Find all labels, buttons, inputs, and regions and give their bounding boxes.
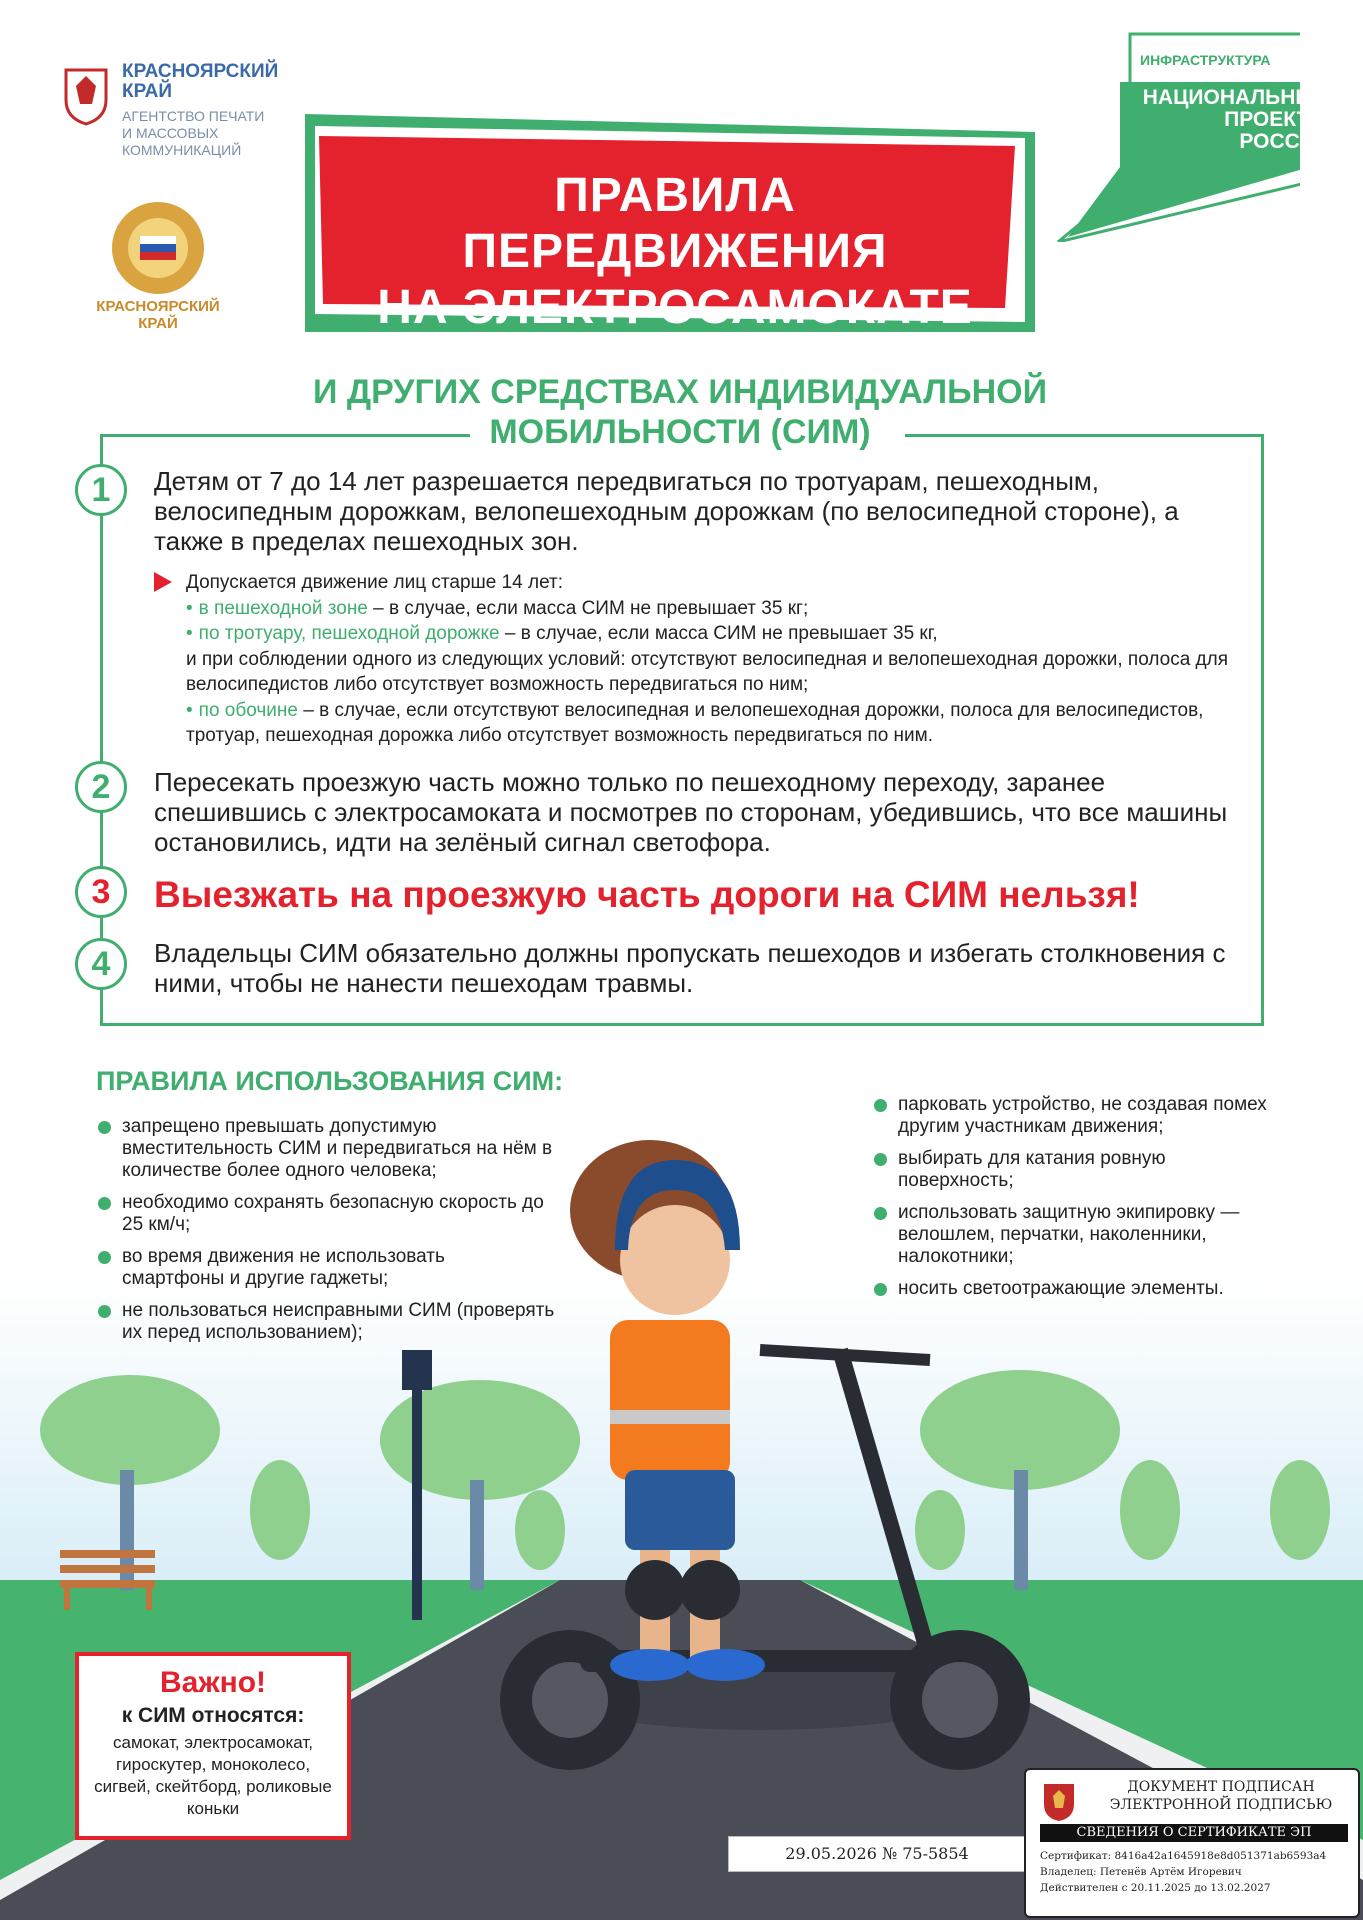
rule-number-4: 4: [75, 938, 127, 990]
important-box: [75, 1652, 351, 1840]
title-line-1: ПРАВИЛА ПЕРЕДВИЖЕНИЯ: [462, 169, 888, 278]
usage-right-item: [898, 1094, 1298, 1138]
bullet-icon: [874, 1283, 887, 1296]
usage-left-item: [122, 1300, 562, 1344]
krasnoyarsk-crest-icon: [62, 64, 110, 126]
rule-1-a-text: – в случае, если масса СИМ не превышает 35 кг;: [367, 597, 809, 619]
usage-left-item: [122, 1246, 522, 1290]
signature-line-1: ДОКУМЕНТ ПОДПИСАН: [1127, 1779, 1315, 1795]
registration-stamp: 29.05.2026 № 75-5854: [728, 1836, 1026, 1872]
usage-right-text-3: использовать защитную экипировку — велошлем, перчатки, наколенники, налокотники;: [898, 1202, 1240, 1267]
bullet-icon: [874, 1099, 887, 1112]
bullet-icon: [98, 1197, 111, 1210]
usage-right-text-4: носить светоотражающие элементы.: [898, 1278, 1224, 1299]
bullet-icon: [98, 1121, 111, 1134]
rule-1-b-key: по тротуару, пешеходной дорожке: [198, 623, 500, 644]
important-heading: Важно!: [159, 1666, 267, 1699]
region-name: КРАСНОЯРСКИЙ КРАЙ: [122, 61, 279, 102]
rule-4-text: Владельцы СИМ обязательно должны пропускать пешеходов и избегать столкновения с ними, чтобы не нанести пешеходам травмы.: [154, 938, 1226, 998]
certificate-owner: Владелец: Петенёв Артём Игоревич: [1040, 1866, 1242, 1878]
usage-left-text-4: не пользоваться неисправными СИМ (проверять их перед использованием);: [122, 1300, 555, 1343]
usage-left-item: [122, 1192, 562, 1236]
certificate-validity: Действителен с 20.11.2025 до 13.02.2027: [1040, 1882, 1271, 1894]
agency-line-3: КОММУНИКАЦИЙ: [122, 142, 242, 158]
rule-number-1: 1: [75, 464, 127, 516]
rule-3-text: Выезжать на проезжую часть дороги на СИМ нельзя!: [154, 874, 1140, 915]
np-title: НАЦИОНАЛЬНЫЕ ПРОЕКТЫ РОССИИ: [1142, 86, 1330, 153]
usage-left-text-1: запрещено превышать допустимую вместительность СИМ и передвигаться на нём в количестве более одного человека;: [122, 1116, 553, 1181]
important-body: самокат, электросамокат, гироскутер, моноколесо, сигвей, скейтборд, роликовые коньки: [94, 1733, 332, 1818]
arrow-icon: [154, 572, 172, 592]
rule-1-text: Детям от 7 до 14 лет разрешается передвигаться по тротуарам, пешеходным, велосипедным дорожкам, велопешеходным дорожкам (по велосипедной стороне), а также в пределах пешеходных зон.: [154, 466, 1179, 556]
page-title: [340, 168, 1010, 336]
usage-left-item: [122, 1116, 562, 1182]
agency-line-2: И МАССОВЫХ: [122, 125, 219, 141]
national-projects-logo: [1040, 32, 1330, 242]
certificate-info: [1040, 1848, 1356, 1896]
bullet-icon: [874, 1153, 887, 1166]
bullet-icon: [98, 1251, 111, 1264]
rule-1-a-key: в пешеходной зоне: [198, 597, 368, 619]
bullet-icon: [98, 1305, 111, 1318]
signature-stamp: [1024, 1768, 1360, 1918]
signature-heading: [1096, 1778, 1346, 1814]
rule-1-c-text: – в случае, если отсутствуют велосипедная и велопешеходная дорожки, полоса для велосипедистов, тротуар, пешеходная дорожка либо отсутствует возможность передвигаться по ним.: [186, 699, 1204, 746]
gibdd-caption: КРАСНОЯРСКИЙ КРАЙ: [96, 298, 220, 332]
rule-1-b-conditions: и при соблюдении одного из следующих условий: отсутствуют велосипедная и велопешеходная дорожки, полоса для велосипедистов либо отсутствует возможность передвигаться по ним;: [186, 648, 1229, 695]
rule-2-text: Пересекать проезжую часть можно только по пешеходному переходу, заранее спешившись с электросамоката и посмотрев по сторонам, убедившись, что все машины остановились, идти на зелёный сигнал светофора.: [154, 767, 1228, 857]
rule-number-2: 2: [75, 761, 127, 813]
rule-1-details: Допускается движение лиц старше 14 лет: • в пешеходной зоне – в случае, если масса СИМ не превышает 35 кг; • по тротуару, пешеходной дорожке – в случае, если масса СИМ не превышает 35 кг, и при соблюдении одного из следующих условий: отсутствуют велосипедная и велопешеходная дорожки, полоса для велосипедистов либо отсутствует возможность передвигаться по ним; • по обочине – в случае, если отсутствуют велосипедная и велопешеходная дорожки, полоса для велосипедистов, тротуар, пешеходная дорожка либо отсутствует возможность передвигаться по ним.: [186, 570, 1256, 749]
subtitle-line-1: И ДРУГИХ СРЕДСТВАХ ИНДИВИДУАЛЬНОЙ: [312, 373, 1048, 411]
frame-top-right: [905, 434, 1264, 437]
usage-left-text-3: во время движения не использовать смартфоны и другие гаджеты;: [122, 1246, 445, 1289]
important-subheading: к СИМ относятся:: [121, 1704, 305, 1727]
agency-line-1: АГЕНТСТВО ПЕЧАТИ: [122, 108, 265, 124]
frame-top-left: [100, 434, 470, 437]
usage-heading: ПРАВИЛА ИСПОЛЬЗОВАНИЯ СИМ:: [96, 1066, 564, 1096]
usage-right-text-1: парковать устройство, не создавая помех другим участникам движения;: [898, 1094, 1267, 1137]
subtitle-line-2: МОБИЛЬНОСТИ (СИМ): [489, 413, 871, 451]
certificate-id: Сертификат: 8416a42a1645918e8d051371ab6593a4: [1040, 1850, 1327, 1862]
np-infra-label: ИНФРАСТРУКТУРА: [1140, 52, 1271, 68]
title-line-2: НА ЭЛЕКТРОСАМОКАТЕ: [377, 281, 973, 334]
usage-right-item: [898, 1278, 1298, 1300]
bullet-icon: [874, 1207, 887, 1220]
crest-icon: [1042, 1782, 1076, 1822]
gibdd-emblem-icon: [108, 198, 208, 298]
usage-left-text-2: необходимо сохранять безопасную скорость до 25 км/ч;: [122, 1192, 544, 1235]
certificate-bar: СВЕДЕНИЯ О СЕРТИФИКАТЕ ЭП: [1040, 1824, 1348, 1842]
agency-block: [122, 62, 322, 159]
rule-number-3: 3: [75, 866, 127, 918]
rule-1-b-text: – в случае, если масса СИМ не превышает 35 кг,: [499, 623, 938, 644]
rule-1-intro: Допускается движение лиц старше 14 лет:: [186, 572, 564, 593]
usage-right-item: [898, 1148, 1228, 1192]
usage-right-item: [898, 1202, 1298, 1268]
usage-right-text-2: выбирать для катания ровную поверхность;: [898, 1148, 1166, 1191]
rule-1-c-key: по обочине: [198, 699, 298, 721]
signature-line-2: ЭЛЕКТРОННОЙ ПОДПИСЬЮ: [1109, 1797, 1333, 1813]
